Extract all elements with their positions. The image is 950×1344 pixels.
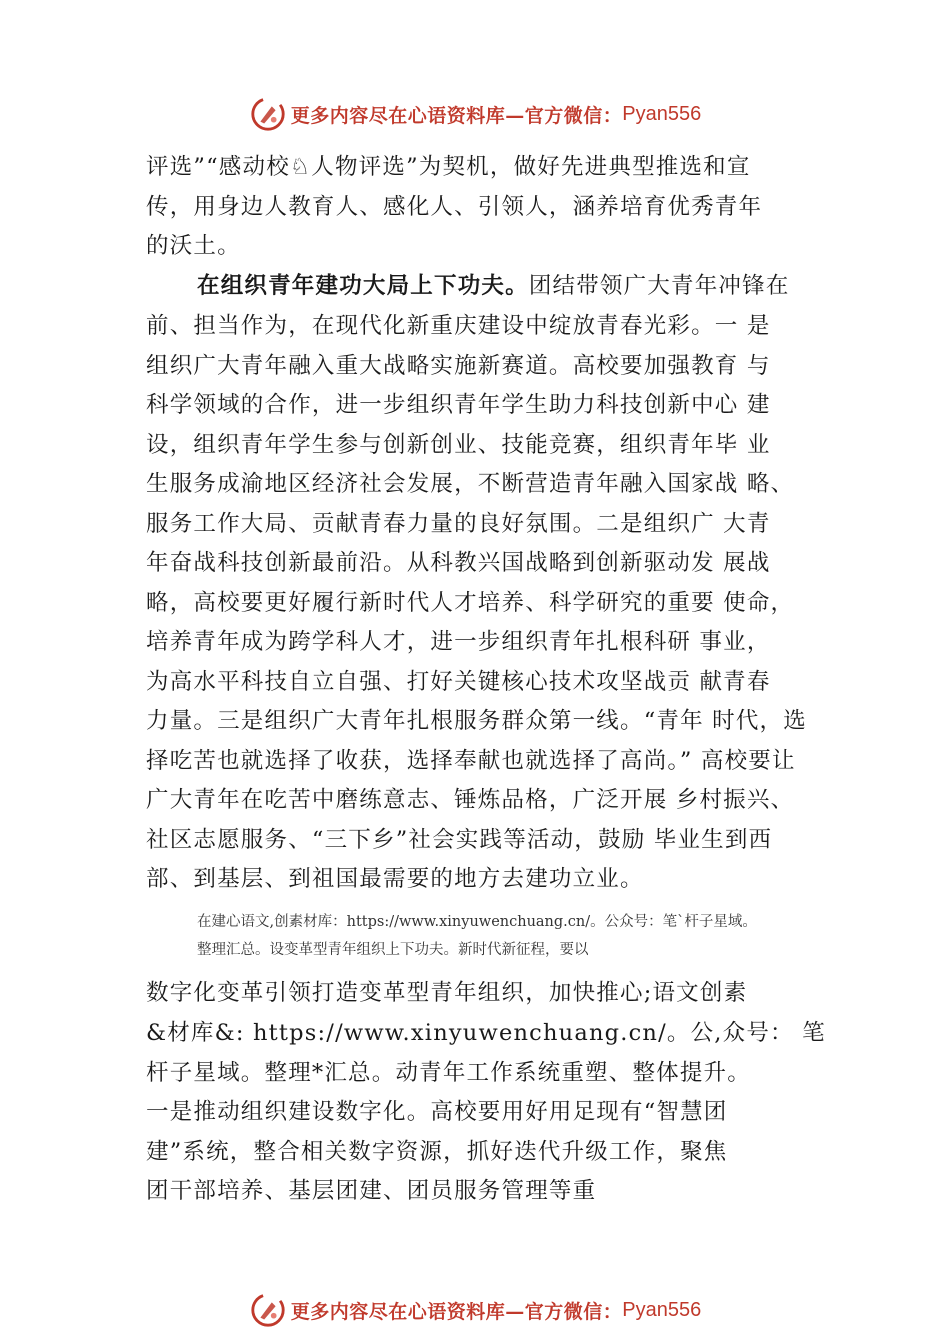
text-line: 广大青年在吃苦中磨练意志、锤炼品格，广泛开展 乡村振兴、 xyxy=(146,787,795,813)
text-line: 为高水平科技自立自强、打好关键核心技术攻坚战贡 献青春 xyxy=(146,669,771,695)
section-heading-line xyxy=(197,270,917,302)
inserted-note-line: 在建心语文,创素材库：https://www.xinyuwenchuang.cn/。公众号：笔`杆子星域。 xyxy=(197,914,757,930)
ink-brush-logo-icon xyxy=(249,95,287,133)
text-line: 一是推动组织建设数字化。高校要用好用足现有“智慧团 xyxy=(146,1099,728,1125)
banner-wechat-id: Pyan556 xyxy=(622,102,702,125)
inserted-note-line: 整理汇总。设变革型青年组织上下功夫。新时代新征程，要以 xyxy=(197,942,589,958)
text-line: 设，组织青年学生参与创新创业、技能竞赛，组织青年毕 业 xyxy=(146,432,771,458)
section-heading: 在组织青年建功大局上下功夫。 xyxy=(197,273,529,299)
text-line: 社区志愿服务、“三下乡”社会实践等活动，鼓励 毕业生到西 xyxy=(146,827,773,853)
banner-text: 更多内容尽在心语资料库—官方微信： xyxy=(290,104,623,127)
banner-wechat-id: Pyan556 xyxy=(622,1298,702,1321)
text-line: 团结带领广大青年冲锋在 xyxy=(528,273,790,299)
text-line: 培养青年成为跨学科人才，进一步组织青年扎根科研 事业， xyxy=(146,629,771,655)
text-line: 数字化变革引领打造变革型青年组织，加快推心;语文创素 xyxy=(146,980,748,1006)
text-line: &材库&: https://www.xinyuwenchuang.cn/。公,众号： 笔 xyxy=(146,1020,826,1046)
text-line: 年奋战科技创新最前沿。从科教兴国战略到创新驱动发 展战 xyxy=(146,550,771,576)
header-watermark-banner xyxy=(0,92,950,136)
text-line: 生服务成渝地区经济社会发展，不断营造青年融入国家战 略、 xyxy=(146,471,795,497)
text-line: 传，用身边人教育人、感化人、引领人，涵养培育优秀青年 xyxy=(146,194,763,220)
text-line: 力量。三是组织广大青年扎根服务群众第一线。“青年 时代，选 xyxy=(146,708,807,734)
text-line: 略，高校要更好履行新时代人才培养、科学研究的重要 使命， xyxy=(146,590,795,616)
text-line: 团干部培养、基层团建、团员服务管理等重 xyxy=(146,1178,597,1204)
text-line: 的沃土。 xyxy=(146,233,241,259)
text-line: 择吃苦也就选择了收获，选择奉献也就选择了高尚。” 高校要让 xyxy=(146,748,796,774)
text-line: 建”系统，整合相关数字资源，抓好迭代升级工作，聚焦 xyxy=(146,1139,728,1165)
text-line: 评选”“感动校♘人物评选”为契机，做好先进典型推选和宣 xyxy=(146,154,751,180)
banner-text: 更多内容尽在心语资料库—官方微信： xyxy=(290,1300,623,1323)
text-line: 前、担当作为，在现代化新重庆建设中绽放青春光彩。一 是 xyxy=(146,313,771,339)
text-line: 服务工作大局、贡献青春力量的良好氛围。二是组织广 大青 xyxy=(146,511,771,537)
text-line: 科学领域的合作，进一步组织青年学生助力科技创新中心 建 xyxy=(146,392,771,418)
footer-watermark-banner xyxy=(0,1288,950,1332)
text-line: 杆子星域。整理*汇总。动青年工作系统重塑、整体提升。 xyxy=(146,1060,751,1086)
ink-brush-logo-icon xyxy=(249,1291,287,1329)
text-line: 组织广大青年融入重大战略实施新赛道。高校要加强教育 与 xyxy=(146,353,771,379)
text-line: 部、到基层、到祖国最需要的地方去建功立业。 xyxy=(146,866,644,892)
